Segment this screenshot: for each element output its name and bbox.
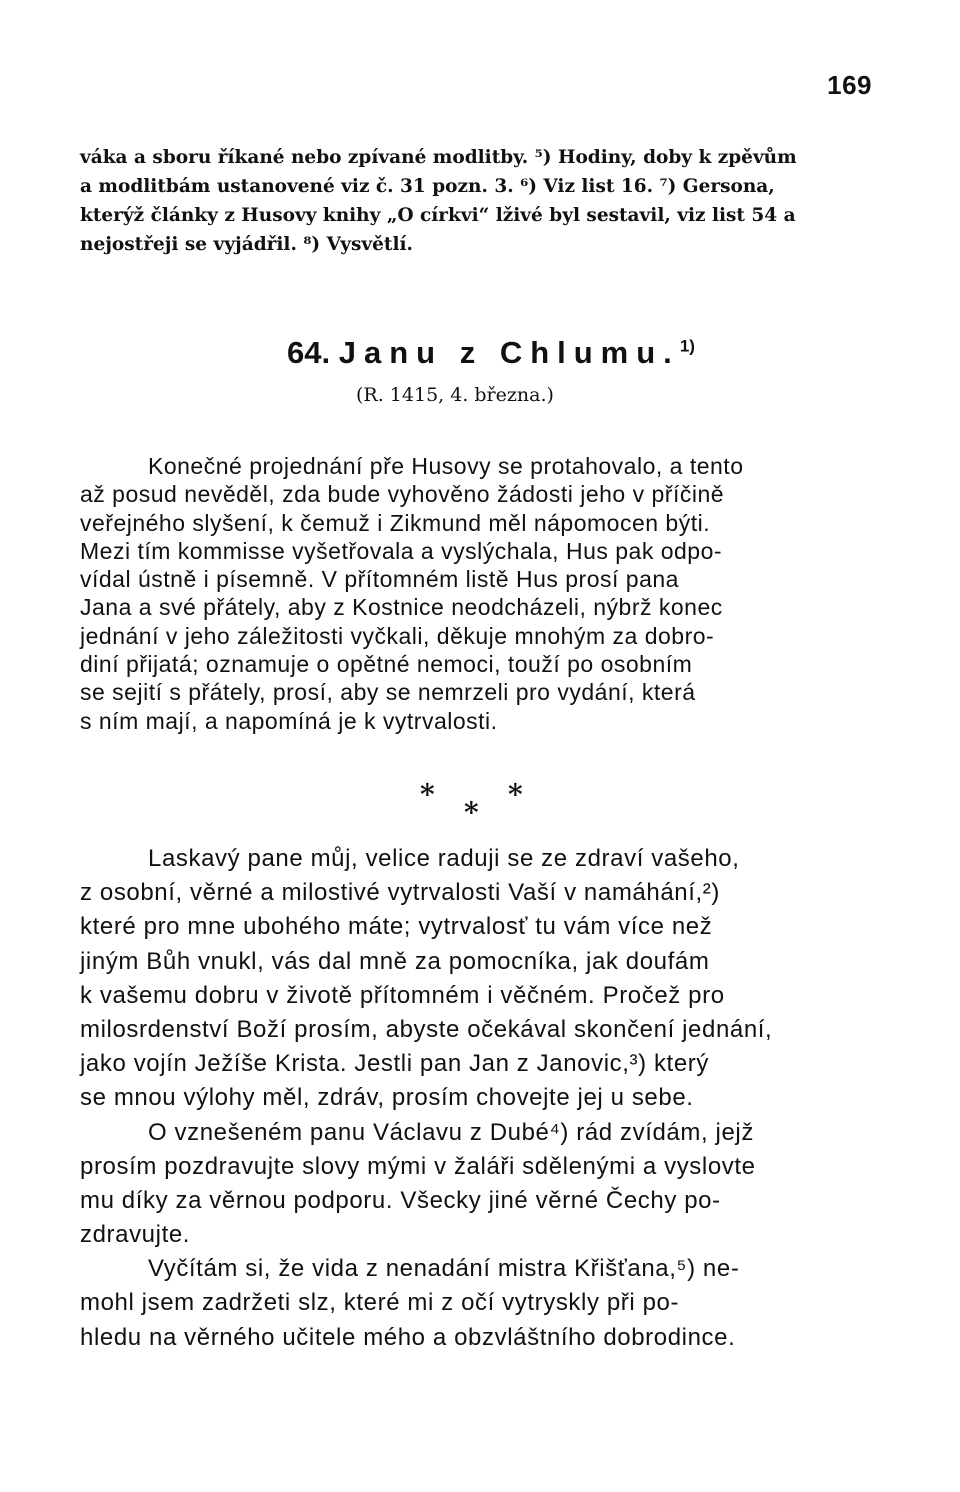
summary-line: s ním mají, a napomíná je k vytrvalosti. bbox=[80, 707, 498, 734]
letter-line: hledu na věrného učitele mého a obzvláštního dobrodince. bbox=[80, 1323, 736, 1351]
letter-line: mu díky za věrnou podporu. Všecky jiné věrné Čechy po- bbox=[80, 1186, 721, 1214]
footnote-line: a modlitbám ustanovené viz č. 31 pozn. 3. ⁶) Viz list 16. ⁷) Gersona, bbox=[80, 176, 775, 197]
letter-line: Vyčítám si, že vida z nenadání mistra Křišťana,⁵) ne- bbox=[148, 1255, 740, 1283]
letter-line: prosím pozdravujte slovy mými v žaláři sdělenými a vyslovte bbox=[80, 1152, 756, 1180]
footnotes-block bbox=[80, 143, 880, 259]
letter-heading bbox=[287, 335, 695, 371]
letter-line: z osobní, věrné a milostivé vytrvalosti Vaší v namáhání,²) bbox=[80, 879, 720, 907]
letter-line: O vznešeném panu Václavu z Dubé⁴) rád zvídám, jejž bbox=[148, 1118, 754, 1146]
footnote-line: kterýž články z Husovy knihy „O církvi“ lživé byl sestavil, viz list 54 a bbox=[80, 205, 796, 226]
letter-date: (R. 1415, 4. března.) bbox=[356, 384, 554, 406]
summary-line: vídal ústně i písemně. V přítomném listě Hus prosí pana bbox=[80, 566, 679, 593]
letter-line: jako vojín Ježíše Krista. Jestli pan Jan z Janovic,³) který bbox=[80, 1050, 709, 1078]
letter-line: které pro mne ubohého máte; vytrvalosť tu vám více než bbox=[80, 913, 713, 941]
summary-paragraph bbox=[80, 452, 880, 735]
footnote-line: nejostřeji se vyjádřil. ⁸) Vysvětlí. bbox=[80, 234, 413, 255]
letter-number: 64. bbox=[287, 335, 331, 370]
asterisk: * bbox=[420, 778, 435, 811]
heading-note-mark: 1) bbox=[679, 336, 695, 356]
letter-line: zdravujte. bbox=[80, 1221, 191, 1249]
summary-line: diní přijatá; oznamuje o opětné nemoci, touží po osobním bbox=[80, 651, 693, 678]
summary-line: Jana a své přátely, aby z Kostnice neodcházeli, nýbrž konec bbox=[80, 594, 723, 621]
page-number: 169 bbox=[827, 70, 872, 100]
letter-line: mohl jsem zadržeti slz, které mi z očí vytryskly při po- bbox=[80, 1289, 680, 1317]
summary-line: se sejití s přátely, prosí, aby se nemrzeli pro vydání, která bbox=[80, 679, 696, 706]
letter-line: Laskavý pane můj, velice raduji se ze zdraví vašeho, bbox=[148, 845, 740, 872]
letter-line: k vašemu dobru v životě přítomném i věčném. Pročež pro bbox=[80, 981, 725, 1009]
letter-line: jiným Bůh vnukl, vás dal mně za pomocníka, jak doufám bbox=[80, 947, 710, 975]
letter-recipient: Janu z Chlumu. bbox=[338, 335, 680, 370]
letter-line: se mnou výlohy měl, zdráv, prosím chovejte jej u sebe. bbox=[80, 1084, 694, 1112]
summary-line: až posud nevěděl, zda bude vyhověno žádosti jeho v příčině bbox=[80, 481, 725, 508]
asterisk: * bbox=[464, 796, 479, 829]
summary-line: Konečné projednání pře Husovy se protahovalo, a tento bbox=[148, 453, 744, 479]
footnote-line: váka a sboru říkané nebo zpívané modlitby. ⁵) Hodiny, doby k zpěvům bbox=[80, 147, 797, 168]
summary-line: veřejného slyšení, k čemuž i Zikmund měl nápomocen býti. bbox=[80, 509, 711, 536]
summary-line: Mezi tím kommisse vyšetřovala a vyslýchala, Hus pak odpo- bbox=[80, 537, 723, 564]
summary-line: jednání v jeho záležitosti vyčkali, děkuje mnohým za dobro- bbox=[80, 622, 715, 649]
section-divider-asterisks bbox=[420, 778, 540, 828]
letter-line: milosrdenství Boží prosím, abyste očekával skončení jednání, bbox=[80, 1015, 773, 1043]
letter-body bbox=[80, 842, 890, 1355]
asterisk: * bbox=[508, 778, 523, 811]
